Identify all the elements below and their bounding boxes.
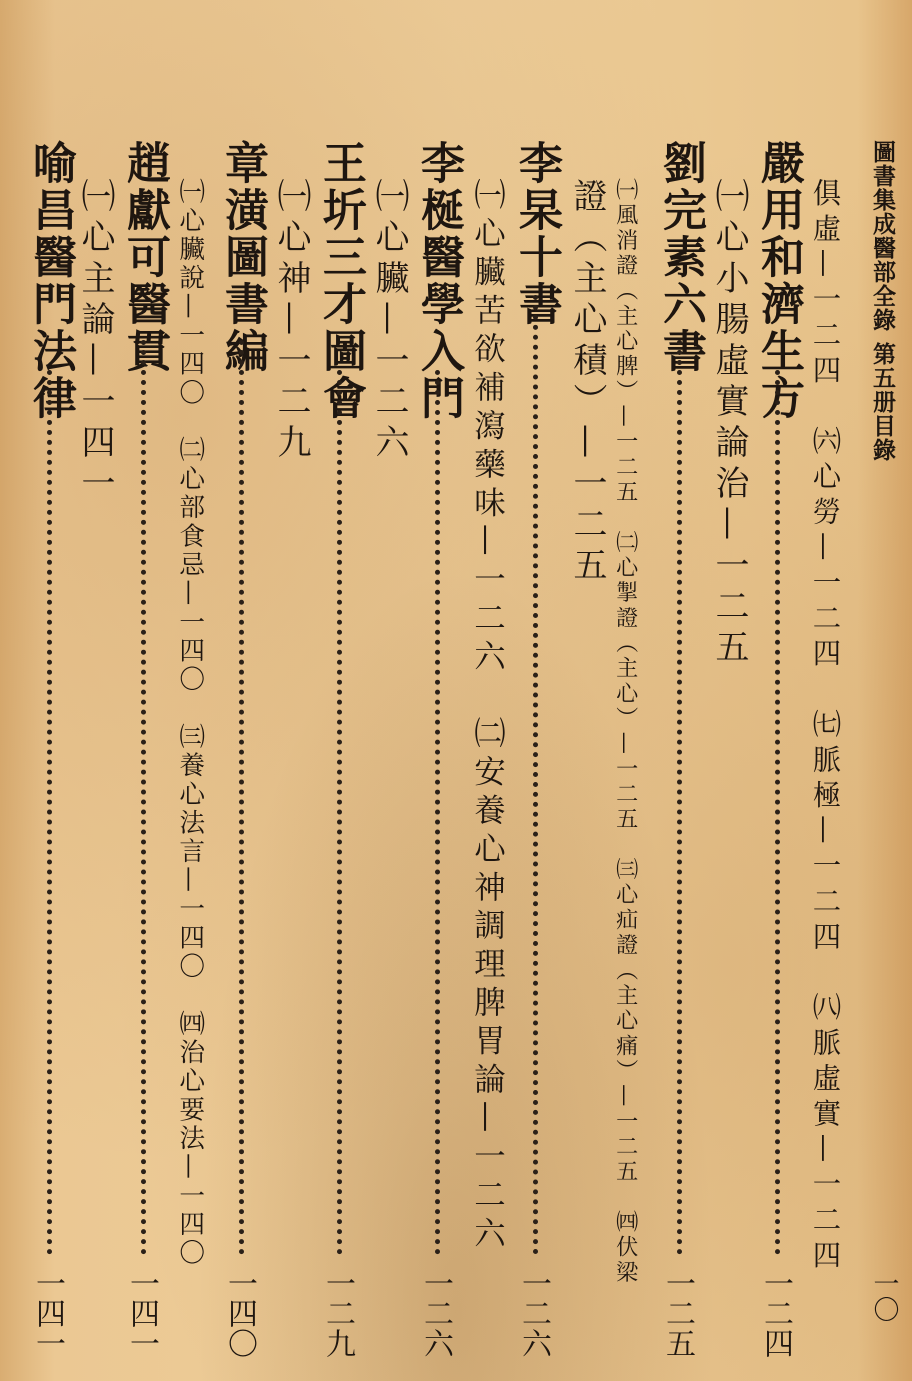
entry-continuation: ㈠風消證（主心脾）—一二五 ㈡心掣證（主心）—一二五 ㈢心疝證（主心痛）—一二五 ㈣伏梁 [612,178,639,1286]
entry-continuation: 俱虛—一二四 ㈥心勞—一二四 ㈦脈極—一二四 ㈧脈虛實—一二四 [808,178,842,1276]
entry-title: 劉完素六書 [655,140,706,375]
entry-page-number: 一二六 [418,1268,453,1358]
leader-dots [141,340,146,1255]
entry-title: 章潢圖書編 [217,140,268,375]
entry-title: 王圻三才圖會 [315,140,366,422]
running-header [866,140,899,462]
entry-page-number: 一二五 [660,1268,695,1358]
leader-dots [337,370,342,1255]
entry-page-number: 一四〇 [222,1268,257,1358]
entry-continuation: ㈠心臟說—一四〇 ㈡心部食忌—一四〇 ㈢養心法言—一四〇 ㈣治心要法—一四〇 [174,178,205,1268]
leader-dots [533,295,538,1255]
page-number: 一〇 [869,1270,899,1322]
entry-title: 李杲十書 [511,140,562,328]
leader-dots [775,370,780,1255]
entry-title: 趙獻可醫貫 [119,140,170,375]
entry-page-number: 一四一 [30,1268,65,1358]
entry-continuation: ㈠心主論—一四一 [75,178,115,506]
book-title: 圖書集成醫部全錄 [869,140,896,332]
leader-dots [435,370,440,1255]
entry-continuation: 證（主心積）—一二五 [567,178,607,588]
leader-dots [47,370,52,1255]
entry-page-number: 一二四 [758,1268,793,1358]
entry-page-number: 一二九 [320,1268,355,1358]
leader-dots [677,340,682,1255]
entry-page-number: 一四一 [124,1268,159,1358]
entry-title: 喻昌醫門法律 [25,140,76,422]
entry-continuation: ㈠心臟苦欲補瀉藥味—一二六 ㈡安養心神調理脾胃論—一二六 [468,178,505,1255]
entry-title: 李梴醫學入門 [413,140,464,422]
entry-continuation: ㈠心臟—一二六 [369,178,409,465]
entry-title: 嚴用和濟生方 [753,140,804,422]
entry-continuation: ㈠心小腸虛實論治—一二五 [709,178,749,670]
entry-page-number: 一二六 [516,1268,551,1358]
volume-label: 第五册目錄 [869,342,896,462]
entry-continuation: ㈠心神—一二九 [271,178,311,465]
leader-dots [239,340,244,1255]
